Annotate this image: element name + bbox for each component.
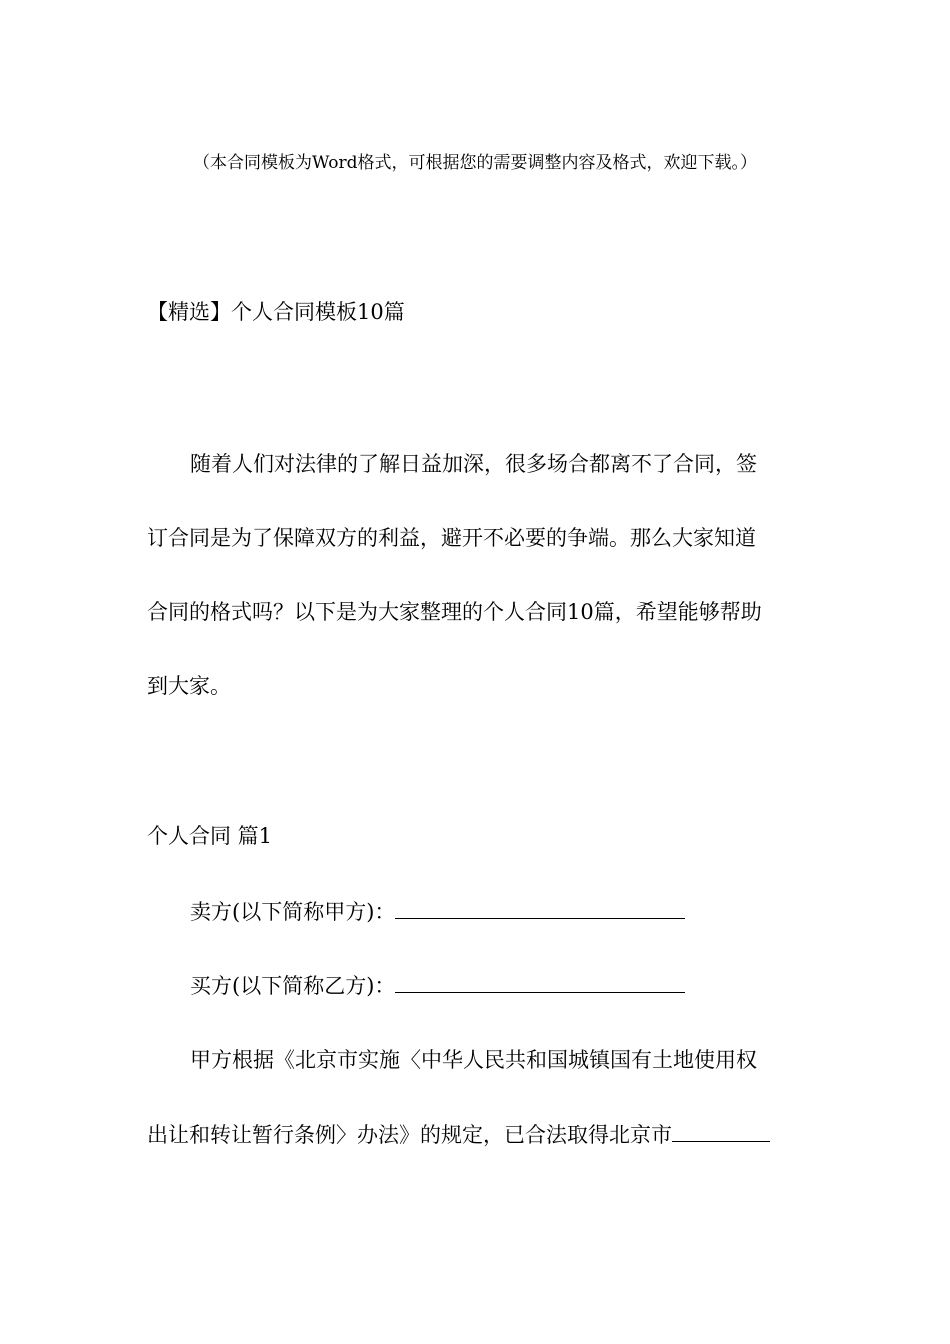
clause-blank — [672, 1120, 770, 1142]
document-title: 【精选】个人合同模板10篇 — [147, 300, 405, 324]
intro-line-1: 随着人们对法律的了解日益加深，很多场合都离不了合同，签 — [190, 452, 757, 476]
buyer-label: 买方(以下简称乙方)： — [190, 974, 396, 998]
template-note: （本合同模板为Word格式，可根据您的需要调整内容及格式，欢迎下载。） — [192, 153, 758, 173]
seller-line — [190, 897, 685, 926]
intro-line-4: 到大家。 — [147, 674, 231, 698]
intro-line-2: 订合同是为了保障双方的利益，避开不必要的争端。那么大家知道 — [147, 526, 756, 550]
clause-line-2 — [147, 1120, 770, 1149]
buyer-line — [190, 971, 685, 1000]
seller-blank — [395, 897, 685, 919]
clause-line-1: 甲方根据《北京市实施〈中华人民共和国城镇国有土地使用权 — [190, 1048, 757, 1072]
clause-line-2-text: 出让和转让暂行条例〉办法》的规定，已合法取得北京市 — [147, 1123, 672, 1147]
section-heading: 个人合同 篇1 — [147, 824, 273, 848]
seller-label: 卖方(以下简称甲方)： — [190, 900, 396, 924]
intro-line-3: 合同的格式吗？以下是为大家整理的个人合同10篇，希望能够帮助 — [147, 600, 762, 624]
buyer-blank — [395, 971, 685, 993]
